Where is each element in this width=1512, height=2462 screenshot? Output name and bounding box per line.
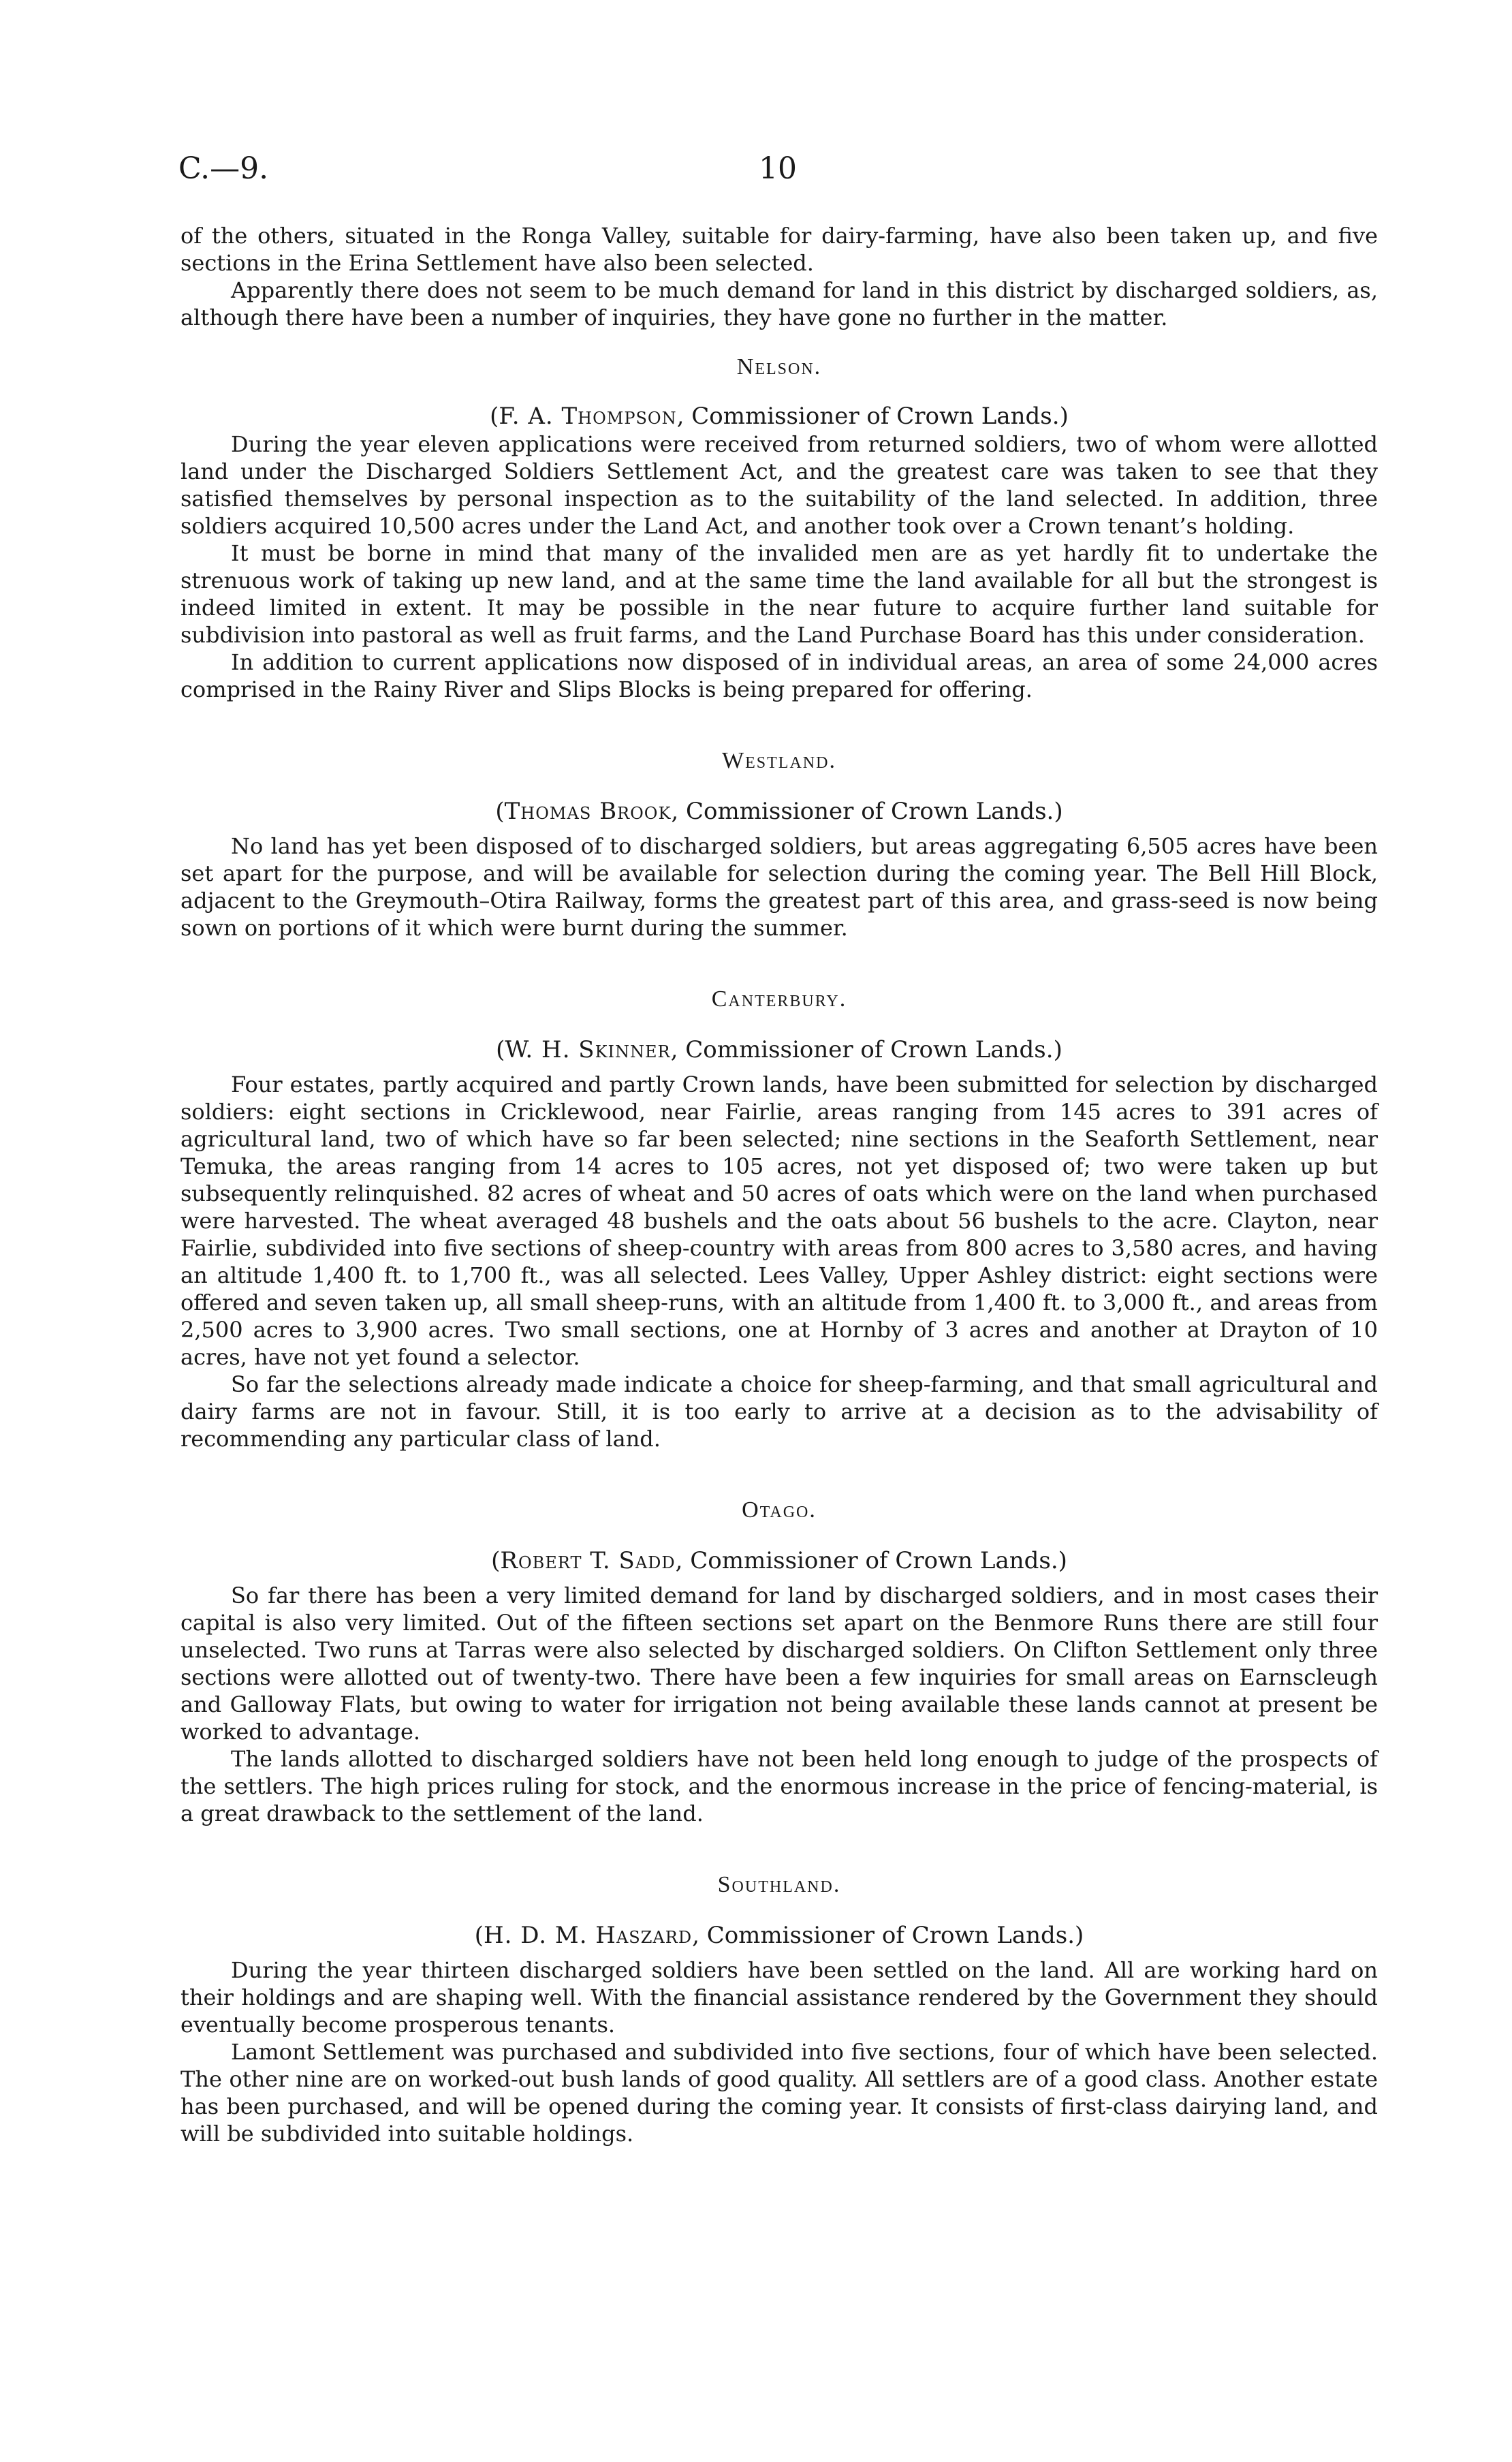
body-paragraph: So far there has been a very limited demand for land by discharged soldiers, and in most cases their capital is also very limited. Out of the fifteen sections set apart on the Benmore Runs there are still four unselected. Two runs at Tarras were also selected by discharged soldiers. On Clifton Settlement only three sections were allotted out of twenty-two. There have been a few inquiries for small areas on Earnscleugh and Galloway Flats, but owing to water for irrigation not being available these lands cannot at present be worked to advantage. (180, 1583, 1378, 1745)
body-paragraph: Four estates, partly acquired and partly Crown lands, have been submitted for selection by discharged soldiers: eight sections in Cricklewood, near Fairlie, areas ranging from 145 acres to 391 acres of agricultural land, two of which have so far been selected; nine sections in the Seaforth Settlement, near Temuka, the areas ranging from 14 acres to 105 acres, not yet disposed of; two were taken up but subsequently relinquished. 82 acres of wheat and 50 acres of oats which were on the land when purchased were harvested. The wheat averaged 48 bushels and the oats about 56 bushels to the acre. Clayton, near Fairlie, subdivided into five sections of sheep-country with areas from 800 acres to 3,580 acres, and having an altitude 1,400 ft. to 1,700 ft., was all selected. Lees Valley, Upper Ashley district: eight sections were offered and seven taken up, all small sheep-runs, with an altitude from 1,400 ft. to 3,000 ft., and areas from 2,500 acres to 3,900 acres. Two small sections, one at Hornby of 3 acres and another at Drayton of 10 acres, have not yet found a selector. (180, 1072, 1378, 1370)
section-heading: Otago. (742, 1497, 817, 1523)
section-heading: Westland. (722, 748, 836, 773)
intro-paragraph: of the others, situated in the Ronga Valley, suitable for dairy-farming, have also been taken up, and five sections in the Erina Settlement have also been selected. (180, 223, 1378, 276)
commissioner-title: Commissioner of Crown Lands. (706, 1922, 1075, 1949)
commissioner-line: (F. A. Thompson, Commissioner of Crown Lands.) (490, 403, 1069, 430)
commissioner-name: H. D. M. Haszard (483, 1922, 693, 1949)
body-paragraph: The lands allotted to discharged soldiers have not been held long enough to judge of the prospects of the settlers. The high prices ruling for stock, and the enormous increase in the price of fencing-material, is a great drawback to the settlement of the land. (180, 1746, 1378, 1826)
commissioner-line: (Thomas Brook, Commissioner of Crown Lands.) (495, 798, 1063, 825)
commissioner-name: Thomas Brook (504, 798, 672, 825)
body-paragraph: It must be borne in mind that many of the invalided men are as yet hardly fit to undertake the strenuous work of taking up new land, and at the same time the land available for all but the strongest is indeed limited in extent. It may be possible in the near future to acquire further land suitable for subdivision into pastoral as well as fruit farms, and the Land Purchase Board has this under consideration. (180, 540, 1378, 648)
commissioner-title: Commissioner of Crown Lands. (691, 403, 1060, 430)
section-southland (180, 1872, 1378, 2147)
page-number: 10 (759, 151, 797, 186)
intro-paragraph: Apparently there does not seem to be much demand for land in this district by discharged soldiers, as, although there have been a number of inquiries, they have gone no further in the matter. (180, 277, 1378, 330)
commissioner-title: Commissioner of Crown Lands. (685, 1036, 1054, 1063)
commissioner-name: Robert T. Sadd (500, 1547, 676, 1574)
commissioner-name: W. H. Skinner (505, 1036, 671, 1063)
body-paragraph: During the year eleven applications were received from returned soldiers, two of whom were allotted land under the Discharged Soldiers Settlement Act, and the greatest care was taken to see that they satisfied themselves by personal inspection as to the suitability of the land selected. In addition, three soldiers acquired 10,500 acres under the Land Act, and another took over a Crown tenant’s holding. (180, 431, 1378, 539)
body-paragraph: During the year thirteen discharged soldiers have been settled on the land. All are working hard on their holdings and are shaping well. With the financial assistance rendered by the Government they should eventually become prosperous tenants. (180, 1957, 1378, 2038)
section-westland (180, 748, 1378, 941)
section-heading: Nelson. (736, 354, 822, 379)
section-nelson (180, 354, 1378, 703)
body-paragraph: In addition to current applications now disposed of in individual areas, an area of some 24,000 acres comprised in the Rainy River and Slips Blocks is being prepared for offering. (180, 649, 1378, 702)
document-code: C.—9. (178, 151, 269, 186)
commissioner-title: Commissioner of Crown Lands. (690, 1547, 1058, 1574)
section-heading: Canterbury. (711, 986, 847, 1012)
page-header (178, 151, 1377, 192)
commissioner-title: Commissioner of Crown Lands. (686, 798, 1054, 825)
body-paragraph: Lamont Settlement was purchased and subdivided into five sections, four of which have been selected. The other nine are on worked-out bush lands of good quality. All settlers are of a good class. Another estate has been purchased, and will be opened during the coming year. It consists of first-class dairying land, and will be subdivided into suitable holdings. (180, 2039, 1378, 2147)
commissioner-line: (H. D. M. Haszard, Commissioner of Crown Lands.) (474, 1922, 1084, 1949)
body-paragraph: No land has yet been disposed of to discharged soldiers, but areas aggregating 6,505 acres have been set apart for the purpose, and will be available for selection during the coming year. The Bell Hill Block, adjacent to the Greymouth–Otira Railway, forms the greatest part of this area, and grass-seed is now being sown on portions of it which were burnt during the summer. (180, 833, 1378, 941)
section-otago (180, 1497, 1378, 1827)
document-body (180, 222, 1378, 2147)
body-paragraph: So far the selections already made indicate a choice for sheep-farming, and that small agricultural and dairy farms are not in favour. Still, it is too early to arrive at a decision as to the advisability of recommending any particular class of land. (180, 1371, 1378, 1452)
commissioner-name: F. A. Thompson (499, 403, 677, 430)
section-canterbury (180, 986, 1378, 1452)
commissioner-line: (W. H. Skinner, Commissioner of Crown Lands.) (496, 1036, 1062, 1063)
section-heading: Southland. (717, 1872, 841, 1897)
commissioner-line: (Robert T. Sadd, Commissioner of Crown Lands.) (491, 1547, 1067, 1574)
